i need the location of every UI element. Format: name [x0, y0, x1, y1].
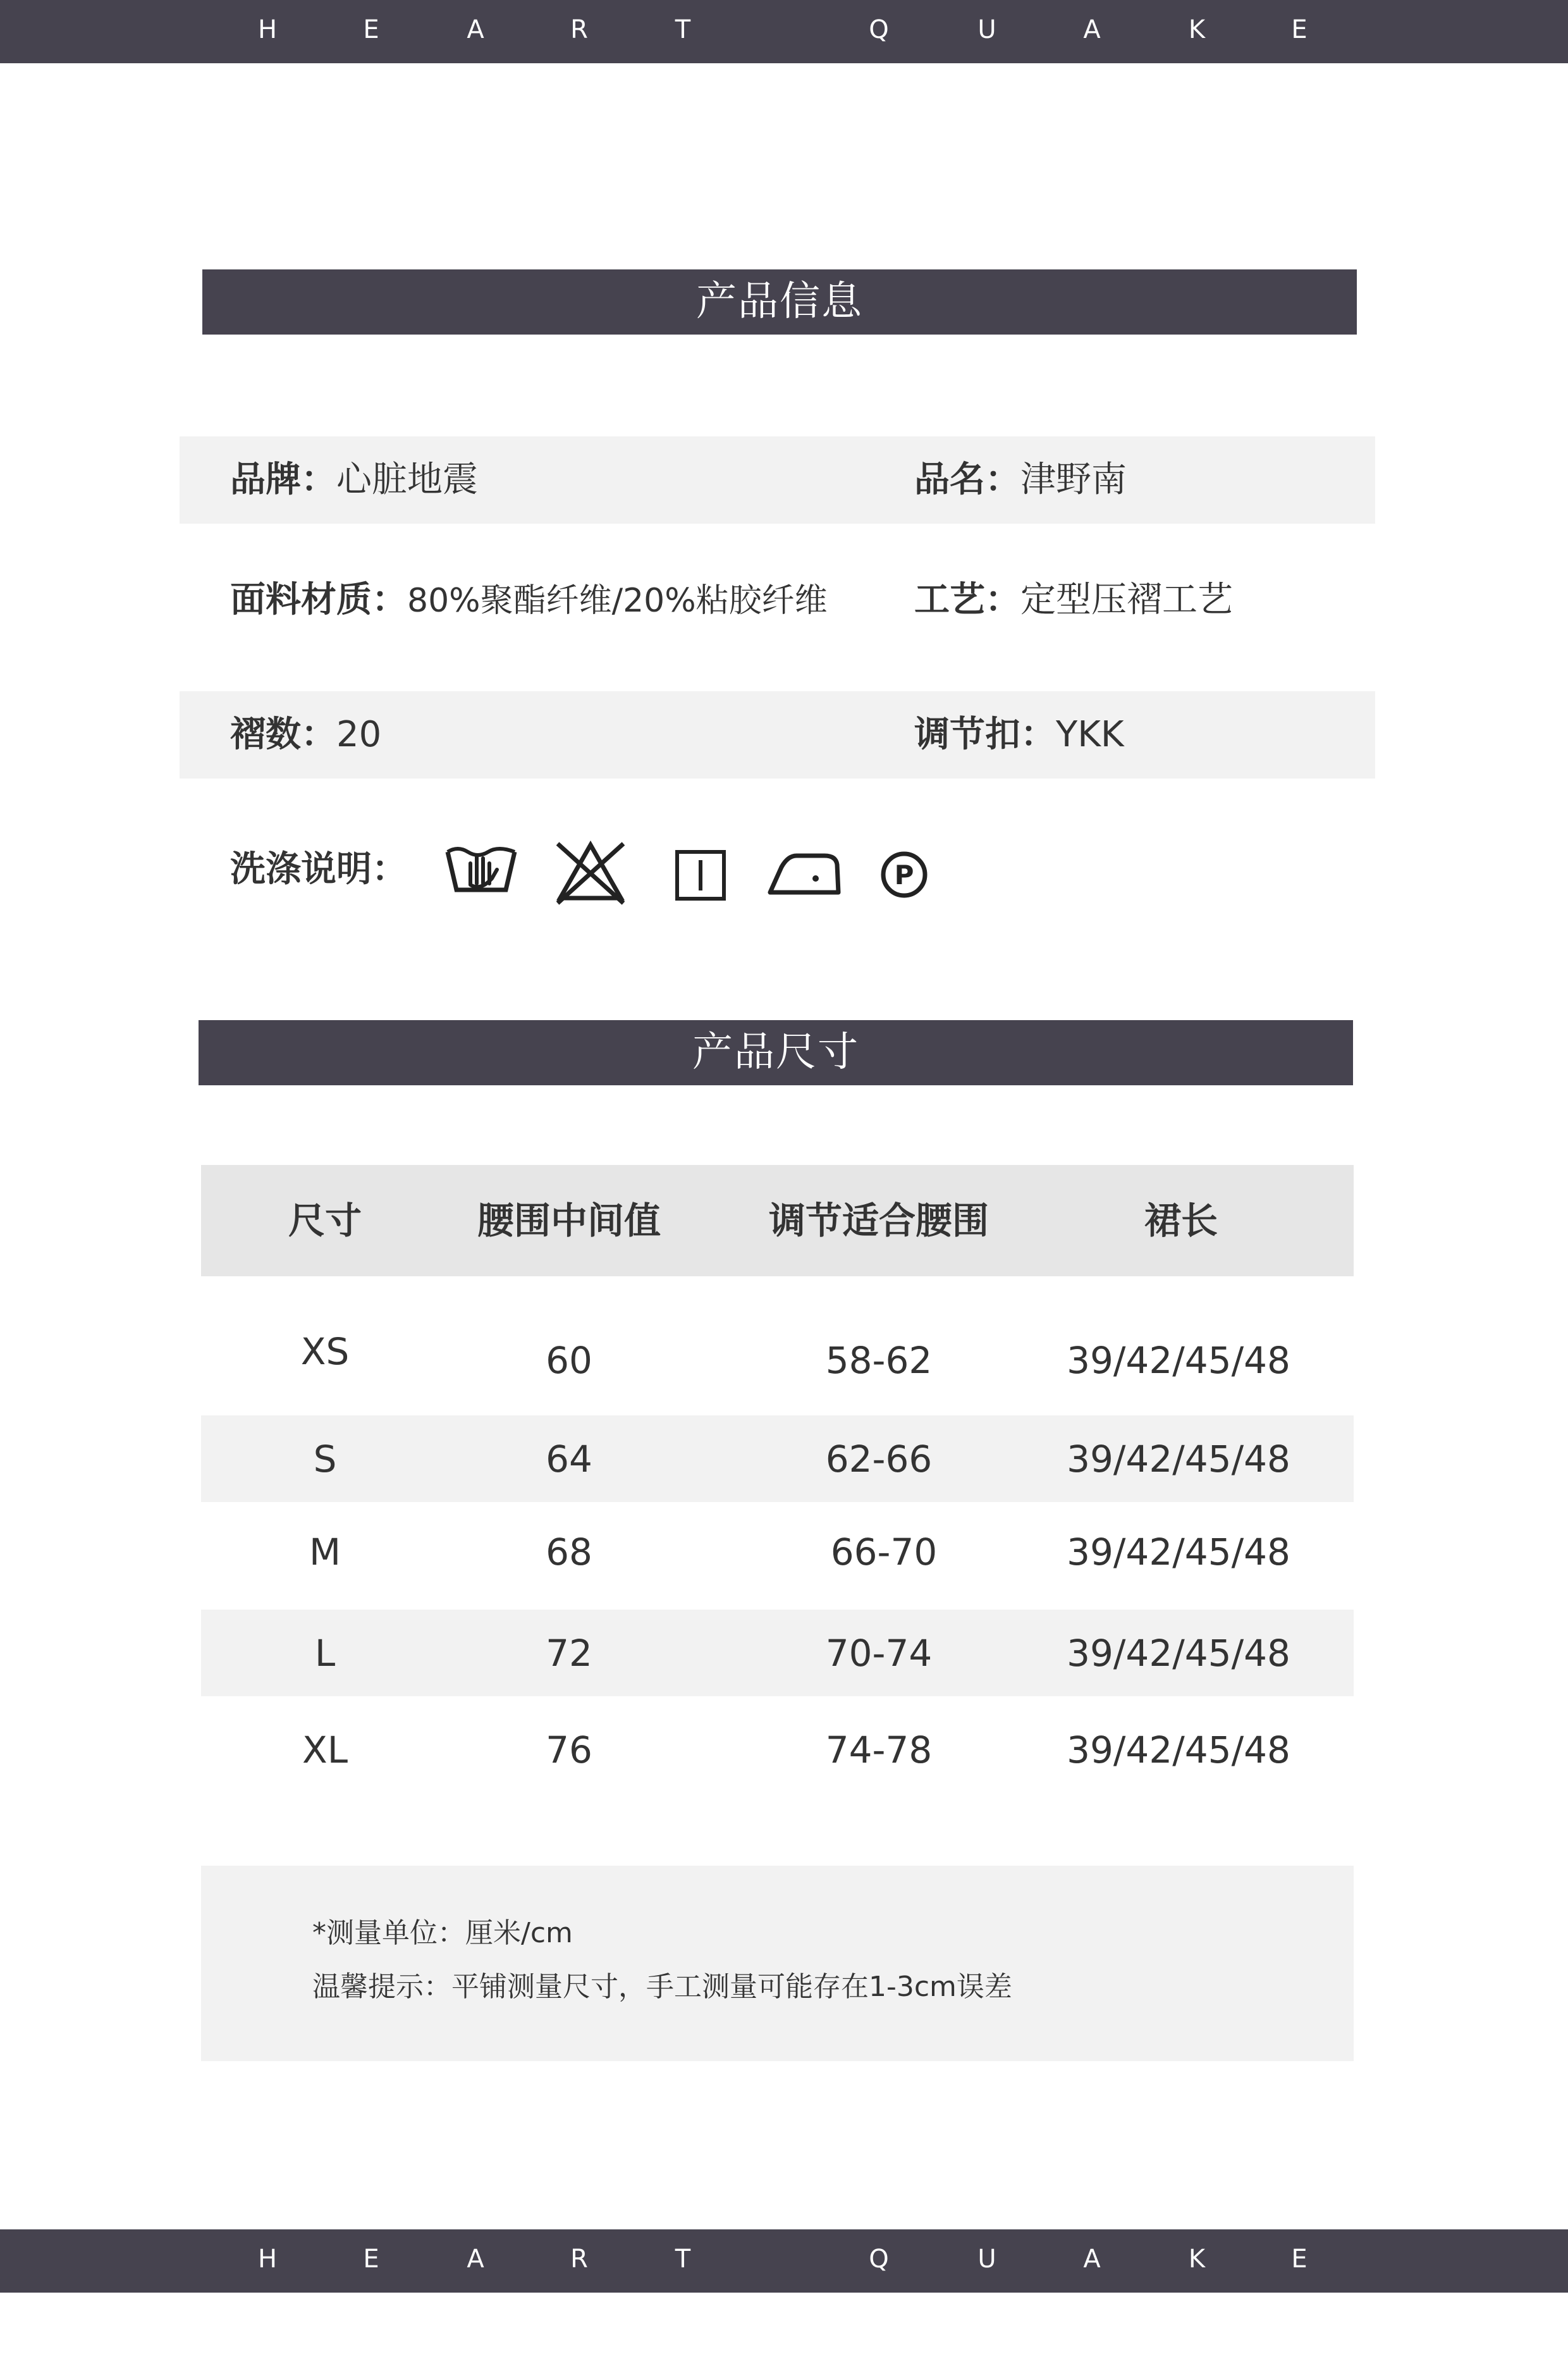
brand-letter: A — [467, 2245, 484, 2274]
dry-clean-p-icon — [879, 849, 929, 900]
cell-adjustable-waist: 58-62 — [825, 1339, 933, 1382]
table-row — [201, 1308, 1354, 1414]
brand-key: 品牌： — [230, 459, 336, 500]
brand-letter: Q — [869, 15, 889, 44]
brand-letter: E — [1291, 15, 1308, 44]
cell-size: L — [314, 1632, 336, 1675]
brand-letter: A — [1083, 15, 1101, 44]
brand-letter: E — [363, 15, 379, 44]
cell-size: M — [309, 1531, 341, 1574]
name-value: 津野南 — [1020, 459, 1127, 500]
unit-note: *测量单位：厘米/cm — [312, 1917, 573, 1949]
tip-note: 温馨提示：平铺测量尺寸，手工测量可能存在1-3cm误差 — [312, 1971, 1012, 2003]
cell-adjustable-waist: 74-78 — [825, 1728, 933, 1771]
brand-letter: H — [257, 15, 278, 44]
brand-letters — [0, 2229, 1568, 2293]
hand-wash-icon — [443, 838, 520, 901]
cell-waist-mid: 64 — [546, 1438, 592, 1481]
table-row — [201, 1415, 1354, 1502]
cell-adjustable-waist: 66-70 — [830, 1531, 938, 1574]
table-row — [201, 1610, 1354, 1696]
wash-instructions-label: 洗涤说明： — [230, 849, 407, 890]
brand-letter: T — [675, 2245, 691, 2274]
brand-letter: A — [467, 15, 484, 44]
brand-letter: H — [257, 2245, 278, 2274]
do-not-bleach-icon — [555, 840, 626, 906]
table-row — [201, 1696, 1354, 1810]
product-info-title: 产品信息 — [202, 269, 1357, 335]
info-row-brand — [180, 436, 1375, 524]
craft-value: 定型压褶工艺 — [1020, 579, 1233, 620]
brand-letter: K — [1188, 2245, 1206, 2274]
brand-letter: U — [977, 2245, 996, 2274]
table-row — [201, 1502, 1354, 1608]
pleats-value: 20 — [336, 714, 382, 755]
cell-skirt-length: 39/42/45/48 — [1067, 1531, 1290, 1574]
cell-size: S — [313, 1438, 337, 1481]
line-dry-icon — [674, 849, 727, 902]
name-key: 品名： — [914, 459, 1020, 500]
brand-letter: E — [1291, 2245, 1308, 2274]
brand-letter: U — [977, 15, 996, 44]
brand-value: 心脏地震 — [336, 459, 478, 500]
cell-waist-mid: 60 — [546, 1339, 592, 1382]
pleats-key: 褶数： — [230, 714, 336, 755]
cell-size: XL — [302, 1728, 348, 1771]
size-table-header — [201, 1165, 1354, 1276]
top-brand-band — [0, 0, 1568, 63]
cell-size: XS — [300, 1330, 350, 1373]
bottom-brand-band — [0, 2229, 1568, 2293]
brand-letter: R — [570, 15, 588, 44]
cell-waist-mid: 76 — [546, 1728, 592, 1771]
product-size-title: 产品尺寸 — [199, 1020, 1353, 1085]
brand-letters — [0, 0, 1568, 63]
info-row-pleats — [180, 691, 1375, 779]
buckle-value: YKK — [1056, 714, 1124, 755]
cell-skirt-length: 39/42/45/48 — [1067, 1632, 1290, 1675]
brand-letter: A — [1083, 2245, 1101, 2274]
brand-letter: K — [1188, 15, 1206, 44]
header-skirt-length: 裙长 — [1144, 1199, 1218, 1242]
cell-adjustable-waist: 70-74 — [825, 1632, 933, 1675]
info-row-fabric — [180, 557, 1375, 644]
cell-skirt-length: 39/42/45/48 — [1067, 1339, 1290, 1382]
cell-skirt-length: 39/42/45/48 — [1067, 1438, 1290, 1481]
fabric-value: 80%聚酯纤维/20%粘胶纤维 — [407, 582, 828, 620]
brand-letter: Q — [869, 2245, 889, 2274]
cell-waist-mid: 68 — [546, 1531, 592, 1574]
cell-skirt-length: 39/42/45/48 — [1067, 1728, 1290, 1771]
craft-key: 工艺： — [914, 579, 1020, 620]
fabric-key: 面料材质： — [230, 579, 407, 620]
brand-letter: R — [570, 2245, 588, 2274]
cell-adjustable-waist: 62-66 — [825, 1438, 933, 1481]
buckle-key: 调节扣： — [914, 714, 1056, 755]
cell-waist-mid: 72 — [546, 1632, 592, 1675]
header-waist-mid: 腰围中间值 — [477, 1199, 661, 1242]
iron-low-icon — [766, 851, 842, 899]
measurement-notes — [201, 1866, 1354, 2061]
header-size: 尺寸 — [288, 1199, 362, 1242]
brand-letter: T — [675, 15, 691, 44]
header-adjustable-waist: 调节适合腰围 — [768, 1199, 989, 1242]
svg-text:P: P — [894, 859, 914, 890]
brand-letter: E — [363, 2245, 379, 2274]
